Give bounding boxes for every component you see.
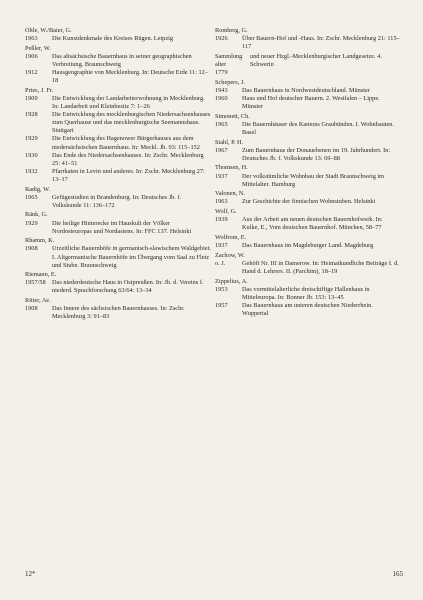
entry-title: Das Ende des Niedersachsenhauses. In: Zschr. Mecklenburg 25: 41–51 [52, 151, 204, 167]
entry-title: Über Bauern-Hof und -Haus. In: Zschr. Mecklenburg 21: 115–117 [242, 35, 400, 51]
entry-author: Thomsen, H. [215, 164, 248, 172]
entry-title: Der volkstümliche Wohnbau der Stadt Braunschweig im Mittelalter. Hamburg [242, 172, 385, 188]
entry-row [25, 279, 211, 295]
entry-author: Schepers, J. [215, 78, 245, 86]
entry-year: 1906 [25, 52, 38, 60]
entry-row [25, 305, 211, 321]
bibliography-entry [215, 113, 400, 137]
entry-title: Zur Geschichte der finnischen Wohnstuben. Helsinki [242, 198, 376, 206]
entry-year: 1967 [215, 146, 228, 154]
page-number-left: 12* [25, 570, 36, 578]
entry-year: 1937 [215, 242, 228, 250]
entry-author: Simonett, Ch. [215, 112, 250, 120]
entry-title: Das altsächsische Bauernhaus in seiner geographischen Verbreitung. Braunschweig [52, 52, 192, 68]
entry-author: Ohle, W./Baier, G. [25, 27, 72, 34]
entry-row [215, 302, 400, 318]
bibliography-entry [215, 139, 400, 163]
entry-year: 1928 [25, 111, 38, 119]
bibliography-entry [25, 297, 211, 321]
bibliography-entry [215, 190, 400, 206]
bibliography-entry [215, 252, 400, 276]
entry-author: Ränk, G. [25, 211, 48, 219]
entry-title: Urzeitliche Bauernhöfe in germanisch-slawischem Waldgebiet. I. Altgermanische Bauernhöfe im Übergang vom Saal zu Fletz und Stube. Braunschweig [52, 245, 212, 269]
entry-author: Ritter, Ae. [25, 297, 51, 305]
entry-year: 1926 [215, 35, 228, 43]
entry-row [25, 53, 211, 69]
entry-title: Das niederdeutsche Haus in Ostpreußen. In: Jb. d. Vereins f. niederd. Sprachforschung 63/64: 13–34 [52, 279, 204, 295]
left-column [25, 27, 211, 323]
entry-author: Wolfrom, E. [215, 234, 247, 241]
entry-title: Das Bauernhaus am unteren deutschen Niederrhein. Wuppertal [242, 301, 373, 318]
entry-row [215, 121, 400, 137]
entry-title: Die Kunstdenkmale des Kreises Rügen. Leipzig [52, 35, 174, 43]
entry-year: 1963 [215, 198, 228, 206]
entry-year: 1965 [25, 193, 38, 201]
entry-row [215, 260, 400, 276]
entry-year: 1909 [25, 94, 38, 102]
entry-title: Pfarrkaten in Levin und anderes. In: Zschr. Mecklenburg 27: 13–17 [52, 167, 205, 183]
entry-year: 1939 [215, 216, 228, 224]
entry-title: Hausgeographie von Mecklenburg. In: Deutsche Erde 11: 12–18 [52, 69, 208, 85]
entry-row [25, 168, 211, 184]
entry-row [215, 53, 400, 69]
entry-title [240, 69, 400, 77]
bibliography-entry [215, 53, 400, 77]
bibliography-entry [25, 186, 211, 210]
entry-title: Das vormittelalterliche dreischiffige Hallenhaus in Mitteleuropa. In: Bonner Jb. 153: 13–45 [242, 285, 370, 301]
entry-year: Sammlung alter [215, 52, 243, 68]
bibliography-entry [215, 164, 400, 188]
entry-year: 1943 [215, 86, 228, 94]
entry-title: Das Innere des sächsischen Bauernhauses. In: Zschr. Mecklenburg 3: 91–83 [52, 305, 185, 321]
entry-row [25, 35, 211, 43]
bibliography-entry [215, 208, 400, 232]
bibliography-entry [215, 79, 400, 111]
entry-row [25, 95, 211, 111]
entry-year: 1957 [215, 301, 228, 309]
entry-row [25, 220, 211, 236]
entry-year: 1929 [25, 219, 38, 227]
entry-row [215, 198, 400, 206]
bibliography-entry [215, 27, 400, 51]
entry-year: 1960 [215, 94, 228, 102]
entry-title: Das Bauernhaus in Nordwestdeutschland. Münster [242, 86, 370, 94]
entry-title: Die Entwicklung des Hagenower Bürgerhauses aus dem niedersächsischen Bauernhaus. In: Meckl. Jb. 93: 115–152 [52, 135, 200, 151]
entry-row [215, 69, 400, 77]
entry-row [215, 216, 400, 232]
bibliography-entry [25, 237, 211, 269]
entry-row [25, 152, 211, 168]
right-column [215, 27, 400, 320]
entry-year: 1953 [215, 285, 228, 293]
entry-title: Gehöft Nr. III in Damerow. In: Heimatkundliche Beiträge f. d. Hand d. Lehrers. II. (Parchim), 18–19 [242, 259, 399, 275]
entry-title: Zum Bauernhaus der Donauebenen im 19. Jahrhundert. In: Deutsches Jb. f. Volkskunde 13: 69–88 [242, 146, 391, 162]
entry-year: 1957/58 [25, 279, 46, 287]
entry-row [25, 69, 211, 85]
entry-author: Pries, J. Fr. [25, 86, 54, 94]
entry-row [215, 87, 400, 95]
entry-row [25, 111, 211, 135]
page-number-right: 165 [392, 570, 403, 578]
entry-year: 1779 [215, 69, 228, 77]
bibliography-entry [25, 27, 211, 43]
entry-author: Zachow, W. [215, 251, 245, 259]
entry-year: 1908 [25, 305, 38, 313]
entry-row [215, 35, 400, 51]
entry-year: 1932 [25, 167, 38, 175]
bibliography-entry [215, 234, 400, 250]
entry-author: Radig, W. [25, 185, 51, 193]
entry-title: Die Entwicklung der Landarbeiterwohnung in Mecklenburg. In: Landarbeit und Kleinbesitz 7: 1–26 [52, 94, 205, 111]
entry-year: 1965 [215, 120, 228, 128]
entry-year: 1930 [25, 151, 38, 159]
entry-year: 1937 [215, 172, 228, 180]
entry-author: Peßler, W. [25, 44, 51, 52]
entry-title: Das Bauernhaus im Magdeburger Land. Magdeburg [242, 242, 374, 250]
entry-year: 1912 [25, 69, 38, 77]
entry-row [25, 194, 211, 210]
entry-title: Die Entwicklung des mecklenburgischen Niedersachsenhauses zum Querhause und das mecklenburgische Seemannshaus. Stuttgart [52, 111, 211, 135]
entry-row [25, 245, 211, 269]
bibliography-entry [215, 278, 400, 318]
entry-author: Riemann, E. [25, 271, 57, 279]
entry-title: Die heilige Hinterecke im Hauskult der Völker Nordosteuropas und Nordasiens. In: FFC 137. Helsinki [52, 219, 192, 235]
entry-author: Zippelius, A. [215, 277, 248, 285]
entry-year: 1963 [25, 35, 38, 43]
entry-row [215, 95, 400, 111]
bibliography-entry [25, 211, 211, 235]
entry-row [215, 147, 400, 163]
entry-year: 1929 [25, 135, 38, 143]
entry-row [215, 286, 400, 302]
entry-row [215, 173, 400, 189]
entry-title: Haus und Hof deutscher Bauern. 2. Westfalen – Lippe. Münster [242, 94, 380, 111]
entry-title: Gefügestudien in Brandenburg. In: Deutsches Jb. f. Volkskunde 11: 136–172 [52, 193, 182, 209]
entry-year: o. J. [215, 259, 226, 267]
entry-author: Stahl, P. H. [215, 138, 244, 146]
entry-row [25, 135, 211, 151]
bibliography-entry [25, 271, 211, 295]
entry-row [215, 242, 400, 250]
entry-title: Die Bauernhäuser des Kantons Graubünden. I. Wohnbauten. Basel [242, 120, 395, 136]
entry-title: und neuer Hzgl.-Mecklenburgischer Landgesetze. 4. Schwerin [250, 52, 382, 68]
bibliography-entry [25, 87, 211, 184]
bibliography-entry [25, 45, 211, 85]
entry-author: Wolf, G. [215, 208, 237, 216]
entry-title: Aus der Arbeit am neuen deutschen Bauernhofwerk. In: Kulke, E., Vom deutschen Bauernhof. München, 58–77 [242, 216, 383, 232]
entry-author: Rhamm, K. [25, 237, 55, 245]
entry-year: 1908 [25, 245, 38, 253]
entry-author: Valonen, N. [215, 190, 245, 198]
entry-author: Romberg, G. [215, 27, 248, 34]
